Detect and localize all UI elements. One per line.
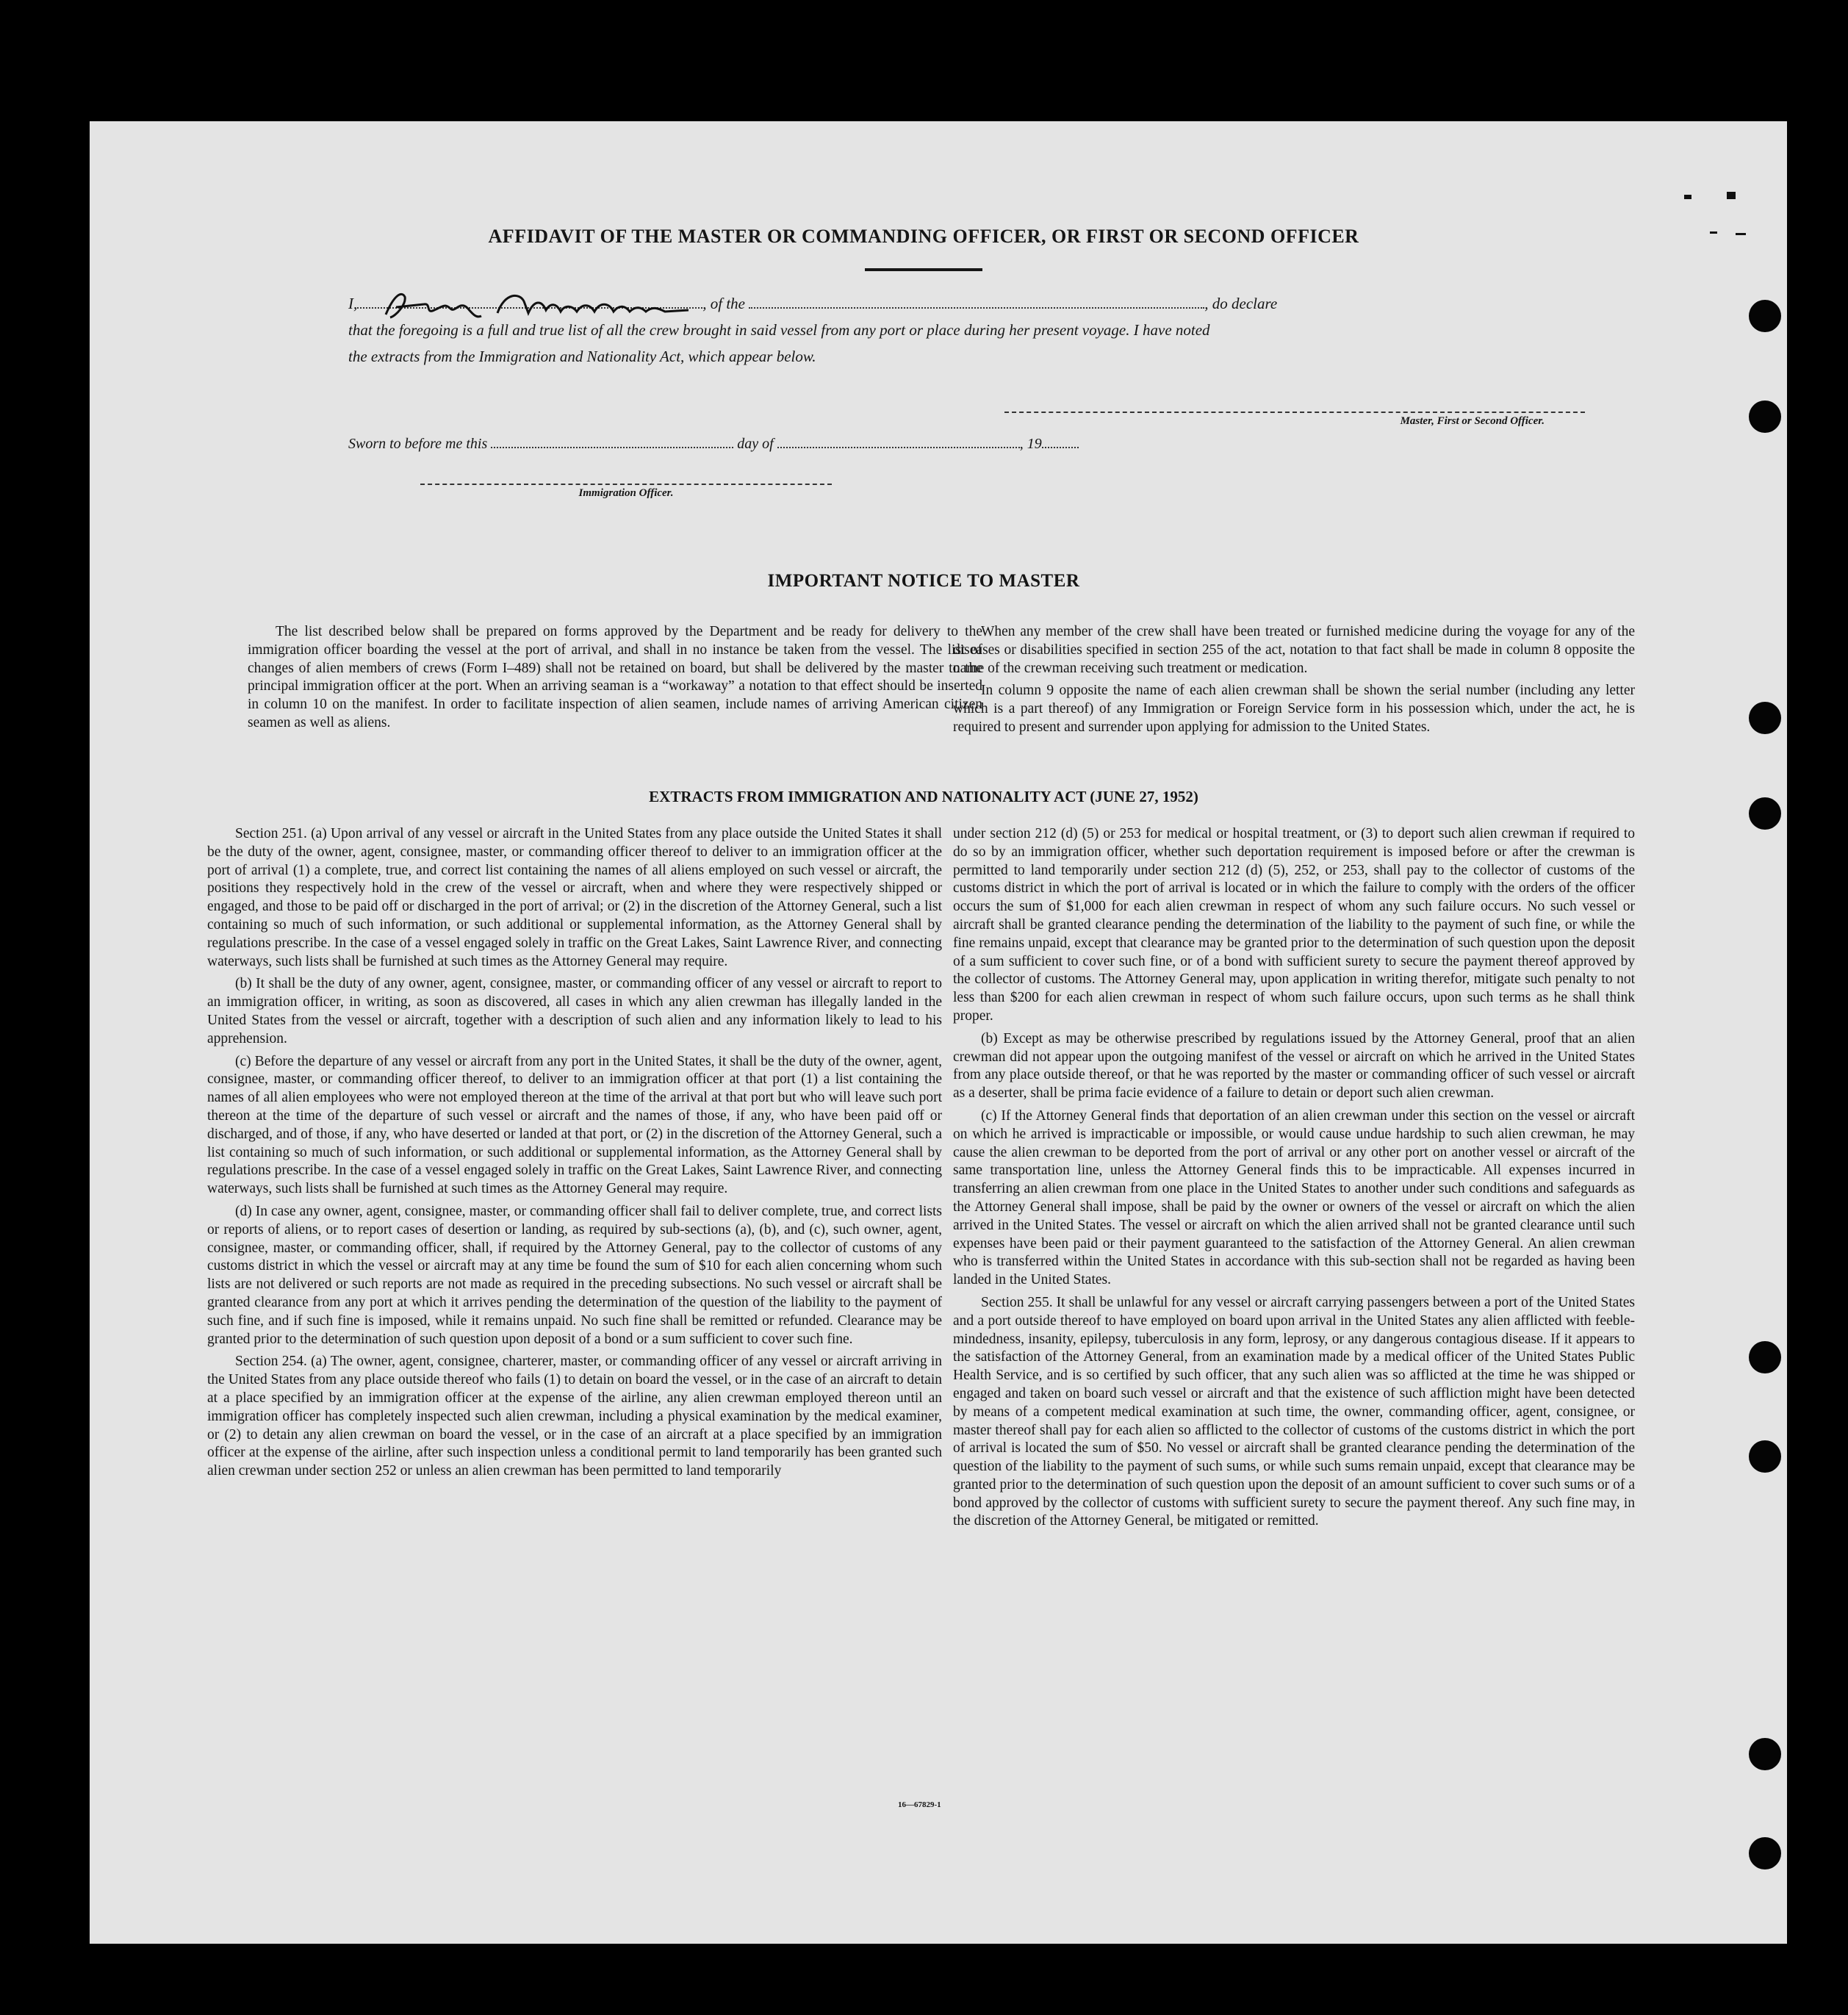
section-254-c: (c) If the Attorney General finds that deportation of an alien crewman under this section on the vessel or aircraft on which he arrived is impracticable or impossible, or would cause undue hardship to such alien crewman, he may cause the alien crewman to be deported from the port of arrival or any other port on another vessel or aircraft of the same transportation line, unless the Attorney General finds this to be impracticable. All expenses incurred in transferring an alien crewman from one place in the United States to another under such conditions and safeguards as the Attorney General shall impose, shall be paid by the owner or owners of the vessel or aircraft on which the alien arrived in the United States. The vessel or aircraft on which the alien arrived shall not be granted clearance until such expenses have been paid or their payment guaranteed to the satisfaction of the Attorney General. An alien crewman who is transferred within the United States in accordance with this sub-section shall not be regarded as having been landed in the United States. <box>953 1107 1635 1288</box>
notice-paragraph: When any member of the crew shall have been treated or furnished medicine during the voyage for any of the diseases or disabilities specified in section 255 of the act, notation to that fact shall be made in column 8 opposite the name of the crewman receiving such treatment or medication. <box>953 624 1635 676</box>
declaration-line-2: that the foregoing is a full and true list of all the crew brought in said vessel from any port or place during her present voyage. I have noted <box>348 321 1210 339</box>
section-251-b: (b) It shall be the duty of any owner, agent, consignee, master, or commanding officer of any vessel or aircraft to report to an immigration officer, in writing, as soon as discovered, all cases in which any alien crewman has illegally landed in the United States from the vessel or aircraft, together with a description of such alien and any information likely to lead to his apprehension. <box>207 976 942 1046</box>
sworn-prefix: Sworn to before me this <box>348 436 488 452</box>
section-254-b: (b) Except as may be otherwise prescribed by regulations issued by the Attorney General, proof that an alien crewman did not appear upon the outgoing manifest of the vessel or aircraft on which he arrived in the United States from any place outside thereof, or that he was reported by the master or commanding officer of such vessel or aircraft as a deserter, shall be prima facie evidence of a failure to detain or deport such alien crewman. <box>953 1030 1635 1102</box>
binder-hole <box>1749 1837 1781 1869</box>
affidavit-title: AFFIDAVIT OF THE MASTER OR COMMANDING OFFICER, OR FIRST OR SECOND OFFICER <box>488 226 1359 247</box>
section-254-a-cont: under section 212 (d) (5) or 253 for medical or hospital treatment, or (3) to deport such alien crewman if required to do so by an immigration officer, whether such deportation requirement is imposed before or after the crewman is permitted to land temporarily under section 212 (d) (5), 252, or 253, shall pay to the collector of customs of the customs district in which the port of arrival is located or in which the failure to comply with the orders of the officer occurs the sum of $1,000 for each alien crewman in respect of whom any such failure occurs. No such vessel or aircraft shall be granted clearance pending the determination of the liability to the payment of such fine, or while the fine remains unpaid, except that clearance may be granted prior to the determination of such question upon the deposit of a sum sufficient to cover such fine, or of a bond with sufficient surety to secure the payment thereof approved by the collector of customs. The Attorney General may, upon application in writing therefor, mitigate such penalty to not less than $200 for each alien crewman in respect of whom such failure occurs, upon such terms as he shall think proper. <box>953 826 1635 1024</box>
notice-left-column <box>248 623 982 737</box>
binder-hole <box>1749 702 1781 734</box>
sworn-year-blank <box>1042 435 1079 448</box>
sworn-line <box>348 435 1267 453</box>
document-page <box>90 121 1787 1944</box>
section-254-a: Section 254. (a) The owner, agent, consignee, charterer, master, or commanding officer of any vessel or aircraft arriving in the United States from any place outside thereof who fails (1) to detain on board the vessel, or in the case of an aircraft to detain at a place specified by an immigration officer at the expense of the airline, any alien crewman employed thereon until an immigration officer has completely inspected such alien crewman, including a physical examination by the medical examiner, or (2) to detain any alien crewman on board the vessel, or in the case of an aircraft at a place specified by an immigration officer at the expense of the airline, after such inspection unless a conditional permit to land temporarily has been granted such alien crewman under section 252 or unless an alien crewman has been permitted to land temporarily <box>207 1354 942 1479</box>
binder-hole <box>1749 1738 1781 1770</box>
declaration-of-the: , of the <box>702 295 745 312</box>
binder-hole <box>1749 1341 1781 1373</box>
binder-hole <box>1749 401 1781 433</box>
immigration-officer-line <box>420 484 832 485</box>
binder-hole <box>1749 1440 1781 1473</box>
handwritten-signature <box>380 287 718 323</box>
ink-speck <box>1736 233 1746 235</box>
section-255: Section 255. It shall be unlawful for any vessel or aircraft carrying passengers between a port of the United States and a port outside thereof to have employed on board upon arrival in the United States any alien afflicted with feeble-mindedness, insanity, epilepsy, tuberculosis in any form, leprosy, or any dangerous contagious disease. If it appears to the satisfaction of the Attorney General, from an examination made by a medical officer of the United States Public Health Service, and is so certified by such officer, that any such alien was so afflicted at the time he was shipped or engaged and taken on board such vessel or aircraft and that the existence of such affliction might have been detected by means of a competent medical examination at such time, the owner, commanding officer, agent, consignee, or master thereof shall pay for each alien so afflicted to the collector of customs of the customs district in which the port of arrival is located the sum of $50. No vessel or aircraft shall be granted clearance pending the determination of the question of the liability to the payment of such sums, or while such sums remain unpaid, except that clearance may be granted prior to the determination of such question upon the deposit of an amount sufficient to cover such sums or of a bond approved by the collector of customs with sufficient surety to secure the payment thereof. Any such fine may, in the discretion of the Attorney General, be mitigated or remitted. <box>953 1294 1635 1529</box>
binder-hole <box>1749 797 1781 830</box>
title-underline <box>865 268 982 271</box>
extracts-left-column <box>207 825 942 1485</box>
binder-hole <box>1749 300 1781 332</box>
ink-speck <box>1684 195 1691 199</box>
officer-label: Master, First or Second Officer. <box>1400 415 1545 427</box>
sworn-year-prefix: , 19 <box>1019 436 1042 452</box>
ink-speck <box>1727 192 1736 199</box>
section-251-c: (c) Before the departure of any vessel or aircraft from any port in the United States, it shall be the duty of the owner, agent, consignee, master, or commanding officer thereof, to deliver to an immigration officer at that port (1) a list containing the names of all alien employees who were not employed thereon at the time of the arrival at that port but who will leave such port thereon at the time of the departure of such vessel or aircraft and the names of those, if any, who have been paid off or discharged, and of those, if any, who have deserted or landed at that port, or (2) in the discretion of the Attorney General, such a list containing so much of such information, or such additional or supplemental information, as the Attorney General shall by regulations prescribe. In the case of a vessel engaged solely in traffic on the Great Lakes, Saint Lawrence River, and connecting waterways, such lists shall be furnished at such times as the Attorney General may require. <box>207 1053 942 1197</box>
form-number: 16—67829-1 <box>898 1800 941 1809</box>
notice-paragraph: In column 9 opposite the name of each alien crewman shall be shown the serial number (including any letter which is a part thereof) of any Immigration or Foreign Service form in his possession which, under the act, he is required to present and surrender upon applying for admission to the United States. <box>953 683 1635 735</box>
section-251-d: (d) In case any owner, agent, consignee, master, or commanding officer shall fail to deliver complete, true, and correct lists or reports of aliens, or to report cases of desertion or landing, as required by sub-sections (a), (b), and (c), such owner, agent, consignee, master, or commanding officer, shall, if required by the Attorney General, pay to the collector of customs of any customs district in which the vessel or aircraft may at any time be found the sum of $10 for each alien concerning whom such lists are not delivered or such reports are not made as required in the preceding subsections. No such vessel or aircraft shall be granted clearance from any port at which it arrives pending the determination of the question of the liability to the payment of such fine, and if such fine is imposed, while it remains unpaid. No such fine shall be remitted or refunded. Clearance may be granted prior to the determination of such question upon deposit of a bond or a sum sufficient to cover such fine. <box>207 1203 942 1347</box>
immigration-officer-label: Immigration Officer. <box>578 487 674 499</box>
sworn-month-blank <box>777 435 1020 448</box>
notice-right-column <box>953 623 1635 741</box>
vessel-blank <box>749 295 1204 309</box>
sworn-day-blank <box>491 435 733 448</box>
notice-paragraph: The list described below shall be prepared on forms approved by the Department and be ready for delivery to the immigration officer boarding the vessel at the port of arrival, and shall in no instance be taken from the vessel. The list of changes of alien members of crews (Form I–489) shall not be retained on board, but shall be delivered by the master to the principal immigration officer at the port. When an arriving seaman is a “workaway” a notation to that effect should be inserted in column 10 on the manifest. In order to facilitate inspection of alien seamen, include names of arriving American citizen seamen as well as aliens. <box>248 624 982 730</box>
extracts-title: EXTRACTS FROM IMMIGRATION AND NATIONALITY ACT (JUNE 27, 1952) <box>649 788 1198 805</box>
ink-speck <box>1710 231 1717 234</box>
sworn-day-of: day of <box>737 436 774 452</box>
extracts-right-column <box>953 825 1635 1535</box>
declaration-do-declare: , do declare <box>1204 295 1278 312</box>
declaration-line-3: the extracts from the Immigration and Nationality Act, which appear below. <box>348 348 816 365</box>
section-251-a: Section 251. (a) Upon arrival of any vessel or aircraft in the United States from any place outside the United States it shall be the duty of the owner, agent, consignee, master, or commanding officer thereof to deliver to an immigration officer at the port of arrival (1) a complete, true, and correct list containing the names of all aliens employed on such vessel or aircraft, the positions they respectively hold in the crew of the vessel or aircraft, when and where they were respectively shipped or engaged, and those to be paid off or discharged in the port of arrival; or (2) in the discretion of the Attorney General, such a list containing so much of such information, or such additional or supplemental information, as the Attorney General shall by regulations prescribe. In the case of a vessel engaged solely in traffic on the Great Lakes, Saint Lawrence River, and connecting waterways, such lists shall be furnished at such times as the Attorney General may require. <box>207 826 942 969</box>
declaration-i: I, <box>348 295 358 312</box>
notice-title: IMPORTANT NOTICE TO MASTER <box>767 571 1080 591</box>
officer-signature-line <box>1004 412 1585 413</box>
